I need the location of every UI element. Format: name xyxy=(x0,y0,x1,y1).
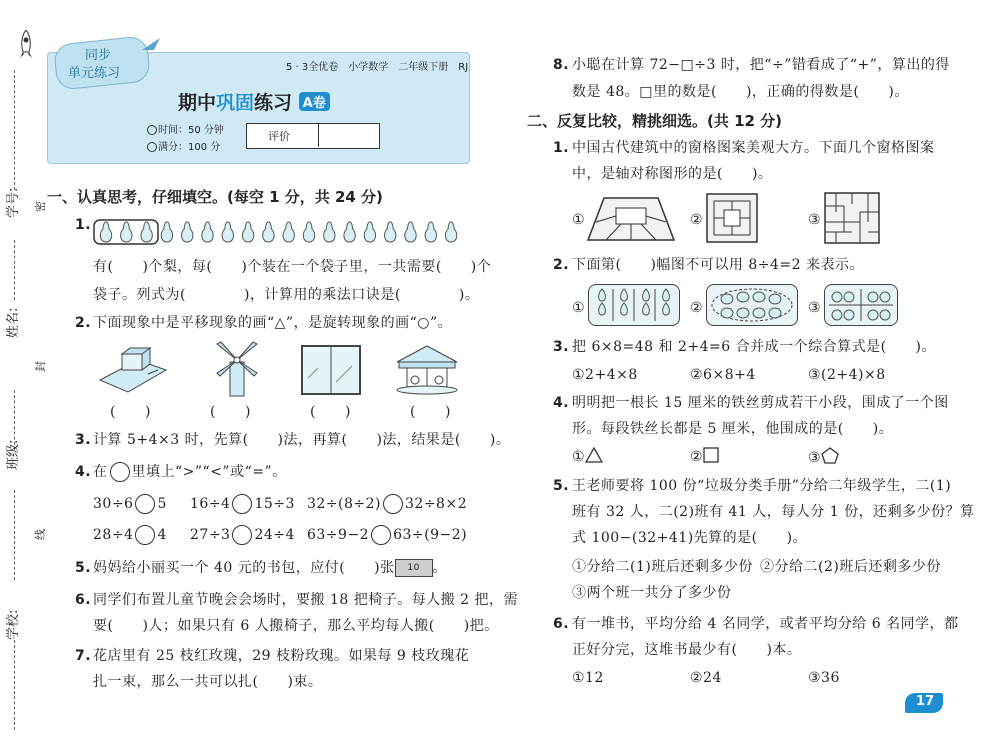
peach-icon xyxy=(721,294,733,304)
r3-text: 把 6×8=48 和 2+4=6 合并成一个综合算式是( )。 xyxy=(572,339,936,355)
cherry-icon xyxy=(880,292,890,302)
grid-lattice-image xyxy=(824,192,880,248)
r1-number: 1. xyxy=(553,140,570,156)
q7-line2: 扎一束，那么一共可以扎( )束。 xyxy=(93,674,323,690)
binding-line-1 xyxy=(14,70,15,190)
pear-icon xyxy=(405,222,416,242)
page-title xyxy=(178,88,330,115)
r1-opt2-label[interactable]: ② xyxy=(690,212,704,228)
q4-row1-item1: 30÷6 5 xyxy=(93,496,167,512)
r6-line2: 正好分完，这堆书最少有( )本。 xyxy=(572,642,802,658)
q4-pre: 在 xyxy=(93,464,108,480)
r6-opt1[interactable]: ①12 xyxy=(572,670,604,686)
q4-row1-item2: 16÷4 15÷3 xyxy=(190,496,295,512)
window-image xyxy=(300,344,362,400)
q4-post: 里填上“>”“<”或“=”。 xyxy=(131,464,287,480)
q4-row2-item3: 63÷9−2 63÷(9−2) xyxy=(307,527,468,543)
r6-number: 6. xyxy=(553,616,570,632)
compare-circle[interactable] xyxy=(135,494,155,514)
sliding-box-image xyxy=(98,340,168,399)
cherry-icon xyxy=(868,292,878,302)
seal-feng: 封 xyxy=(34,361,47,372)
cherry-icon xyxy=(880,310,890,320)
pear-icon xyxy=(663,289,670,301)
r3-opt1[interactable]: ①2+4×8 xyxy=(572,367,638,383)
carousel-image xyxy=(393,342,461,400)
r6-opt3[interactable]: ③36 xyxy=(808,670,840,686)
series-info: 5 · 3全优卷 小学数学 二年级下册 RJ xyxy=(286,62,469,73)
school-label: 学校: xyxy=(6,609,21,640)
q8-line2: 数是 48。□里的数是( )，正确的得数是( )。 xyxy=(572,84,909,100)
q5-number: 5. xyxy=(75,560,92,576)
title-highlight: 巩固 xyxy=(216,92,255,114)
r3-number: 3. xyxy=(553,339,570,355)
r2-text: 下面第( )幅图不可以用 8÷4=2 来表示。 xyxy=(572,257,865,273)
pear-icon xyxy=(384,222,395,242)
cherry-icon xyxy=(868,310,878,320)
cherry-icon xyxy=(832,292,842,302)
peach-icon xyxy=(737,292,749,302)
eval-label: 评价 xyxy=(268,130,290,143)
q1-line1: 有( )个梨，每( )个装在一个袋子里，一共需要( )个 xyxy=(93,259,492,275)
compare-circle[interactable] xyxy=(232,525,252,545)
pear-icon xyxy=(181,222,192,242)
peaches-group-image xyxy=(706,284,798,326)
cherries-group-image xyxy=(824,284,898,326)
r2-opt2-label[interactable]: ② xyxy=(690,300,704,316)
r4-opt3[interactable]: ③ xyxy=(808,447,839,468)
compare-circle[interactable] xyxy=(135,525,155,545)
class-label: 班级: xyxy=(6,439,21,470)
q7-line1: 花店里有 25 枝红玫瑰，29 枝粉玫瑰。如果每 9 枝玫瑰花 xyxy=(93,648,470,664)
name-label: 姓名: xyxy=(6,307,21,338)
windmill-image xyxy=(212,340,262,402)
r5-line1: 王老师要将 100 份“垃圾分类手册”分给二年级学生，二(1) xyxy=(572,478,952,494)
r1-opt1-label[interactable]: ① xyxy=(572,212,586,228)
page-number: 17 xyxy=(916,694,935,709)
pear-icon xyxy=(324,222,335,242)
q8-line1: 小聪在计算 72−□÷3 时，把“÷”错看成了“+”，算出的得 xyxy=(572,57,950,73)
q4-text xyxy=(93,462,287,482)
r4-line1: 明明把一根长 15 厘米的铁丝剪成若干小段，围成了一个图 xyxy=(572,395,949,411)
binding-line-5 xyxy=(14,640,15,730)
pear-icon xyxy=(202,222,213,242)
r6-opt2[interactable]: ②24 xyxy=(690,670,722,686)
pear-icon xyxy=(100,222,111,242)
q1-number: 1. xyxy=(75,217,92,233)
r2-opt1-label[interactable]: ① xyxy=(572,300,586,316)
peach-icon xyxy=(721,308,733,318)
title-post: 练习 xyxy=(254,92,293,114)
compare-circle-icon xyxy=(110,462,130,482)
r3-opt2[interactable]: ②6×8+4 xyxy=(690,367,756,383)
pear-icon xyxy=(263,222,274,242)
r5-line3: 式 100−(32+41)先算的是( )。 xyxy=(572,530,808,546)
pear-icon xyxy=(599,303,606,315)
pear-icon xyxy=(364,222,375,242)
peach-icon xyxy=(769,294,781,304)
r5-opt3[interactable]: ③两个班一共分了多少份 xyxy=(572,585,732,601)
pear-icon xyxy=(222,222,233,242)
r2-number: 2. xyxy=(553,257,570,273)
peach-icon xyxy=(769,308,781,318)
q6-number: 6. xyxy=(75,592,92,608)
r3-opt3[interactable]: ③(2+4)×8 xyxy=(808,367,886,383)
q2-answer-2[interactable]: ( ) xyxy=(210,404,251,420)
seal-mi: 密 xyxy=(34,201,47,212)
pear-icon xyxy=(303,222,314,242)
time-info: 时间：50 分钟 xyxy=(158,125,224,136)
q3-text: 计算 5+4×3 时，先算( )法，再算( )法，结果是( )。 xyxy=(93,432,511,448)
peach-icon xyxy=(753,292,765,302)
r5-opt2[interactable]: ②分给二(2)班后还剩多少份 xyxy=(760,559,941,575)
q5-text: 妈妈给小丽买一个 40 元的书包，应付( )张 10 。 xyxy=(93,560,448,576)
compare-circle[interactable] xyxy=(371,525,391,545)
q6-line2: 要( )人；如果只有 6 人搬椅子，那么平均每人搬( )把。 xyxy=(93,618,499,634)
cherry-icon xyxy=(832,310,842,320)
q4-number: 4. xyxy=(75,464,92,480)
eval-box xyxy=(246,123,380,149)
pear-icon xyxy=(643,303,650,315)
pear-icon xyxy=(141,222,152,242)
r2-opt3-label[interactable]: ③ xyxy=(808,300,822,316)
seal-xian: 线 xyxy=(34,529,47,540)
q2-number: 2. xyxy=(75,315,92,331)
binding-line-4 xyxy=(14,490,15,580)
r4-number: 4. xyxy=(553,395,570,411)
r4-line2: 形。每段铁丝长都是 5 厘米，他围成的是( )。 xyxy=(572,421,894,437)
q7-number: 7. xyxy=(75,648,92,664)
cherry-icon xyxy=(844,310,854,320)
pear-icon xyxy=(621,303,628,315)
pear-row xyxy=(93,218,465,250)
badge-line2: 单元练习 xyxy=(68,66,121,81)
rocket-icon xyxy=(18,30,34,64)
check-icon xyxy=(147,142,157,152)
q2-answer-1[interactable]: ( ) xyxy=(110,404,151,420)
score-info: 满分：100 分 xyxy=(158,142,221,153)
pear-icon xyxy=(621,289,628,301)
r4-opt2[interactable]: ② xyxy=(690,447,719,467)
pear-icon xyxy=(643,289,650,301)
q6-line1: 同学们布置儿童节晚会会场时，要搬 18 把椅子。每人搬 2 把，需 xyxy=(93,592,519,608)
q1-line2: 袋子。列式为( )，计算用的乘法口诀是( )。 xyxy=(93,287,480,303)
pear-icon xyxy=(344,222,355,242)
eval-divider xyxy=(318,123,319,147)
pear-icon xyxy=(599,289,606,301)
r1-line2: 中，是轴对称图形的是( )。 xyxy=(572,166,773,182)
r5-number: 5. xyxy=(553,478,570,494)
r6-line1: 有一堆书，平均分给 4 名同学，或者平均分给 6 名同学，都 xyxy=(572,616,959,632)
square-lattice-image xyxy=(706,193,758,247)
q2-text: 下面现象中是平移现象的画“△”，是旋转现象的画“○”。 xyxy=(93,315,453,331)
pear-icon xyxy=(161,222,172,242)
pentagon-icon xyxy=(821,447,839,464)
section-1-heading: 一、认真思考，仔细填空。(每空 1 分，共 24 分) xyxy=(47,188,383,206)
pear-icon xyxy=(283,222,294,242)
compare-circle[interactable] xyxy=(383,494,403,514)
q3-number: 3. xyxy=(75,432,92,448)
pear-icon xyxy=(425,222,436,242)
pear-icon xyxy=(121,222,132,242)
banknote-icon: 10 xyxy=(395,559,433,577)
badge-line1: 同步 xyxy=(85,48,112,63)
q4-row2-item2: 27÷3 24÷4 xyxy=(190,527,295,543)
triangle-icon xyxy=(585,447,603,463)
pear-icon xyxy=(242,222,253,242)
r5-opt1[interactable]: ①分给二(1)班后还剩多少份 xyxy=(572,559,753,575)
q8-number: 8. xyxy=(553,57,570,73)
rocket-deco-icon xyxy=(140,36,162,56)
square-icon xyxy=(703,447,719,463)
r4-opt1[interactable]: ① xyxy=(572,447,603,467)
peach-icon xyxy=(737,308,749,318)
clock-icon xyxy=(147,125,157,135)
q2-answer-3[interactable]: ( ) xyxy=(310,404,351,420)
fan-window-image xyxy=(586,192,676,248)
section-2-heading: 二、反复比较，精挑细选。(共 12 分) xyxy=(527,112,783,130)
pear-icon xyxy=(445,222,456,242)
title-pre: 期中 xyxy=(178,92,217,114)
q2-answer-4[interactable]: ( ) xyxy=(410,404,451,420)
version-tag: A卷 xyxy=(299,92,330,111)
q4-row2-item1: 28÷4 4 xyxy=(93,527,167,543)
q4-row1-item3: 32÷(8÷2) 32÷8×2 xyxy=(307,496,468,512)
r1-line1: 中国古代建筑中的窗格图案美观大方。下面几个窗格图案 xyxy=(572,140,935,156)
cherry-icon xyxy=(844,292,854,302)
compare-circle[interactable] xyxy=(232,494,252,514)
pears-group-image xyxy=(588,284,680,326)
binding-line-2 xyxy=(14,240,15,300)
peach-icon xyxy=(753,308,765,318)
r1-opt3-label[interactable]: ③ xyxy=(808,212,822,228)
student-id-label: 学号: xyxy=(6,187,21,218)
pear-icon xyxy=(663,303,670,315)
r5-line2: 班有 32 人，二(2)班有 41 人，每人分 1 份，还剩多少份？算 xyxy=(572,504,975,520)
